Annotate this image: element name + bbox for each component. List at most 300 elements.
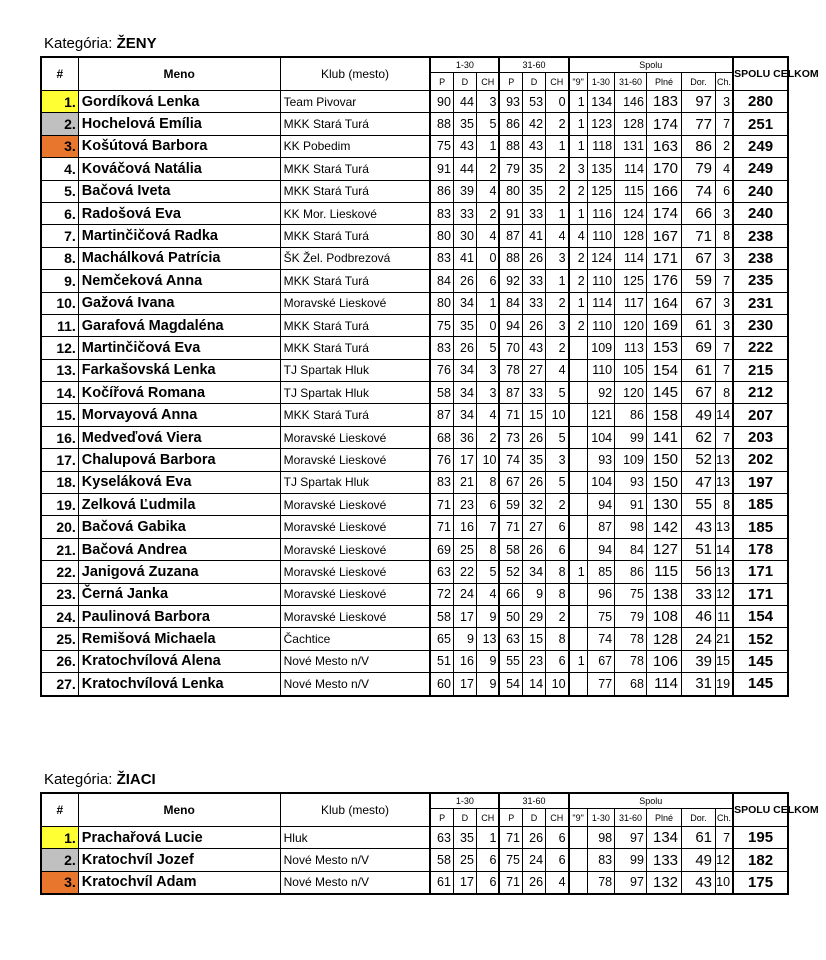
- plne-total: 174: [646, 202, 681, 224]
- table-row: [41, 225, 788, 247]
- player-name: Zelková Ľudmila: [78, 494, 280, 516]
- header-num: #: [41, 793, 78, 827]
- chyby-total: 21: [716, 628, 734, 650]
- chyby-total: 3: [716, 91, 734, 113]
- p-1-30: 87: [430, 404, 453, 426]
- p-1-30: 90: [430, 91, 453, 113]
- dor-total: 39: [682, 650, 716, 672]
- p-1-30: 75: [430, 135, 453, 157]
- player-name: Kratochvíl Adam: [78, 871, 280, 894]
- header-klub: Klub (mesto): [280, 57, 430, 91]
- nines: [569, 628, 588, 650]
- plne-total: 145: [646, 382, 681, 404]
- player-name: Medveďová Viera: [78, 426, 280, 448]
- spolu-1-30: 74: [587, 628, 614, 650]
- spolu-31-60: 131: [615, 135, 647, 157]
- header-group-31-60: 31-60: [499, 57, 568, 73]
- player-name: Bačová Iveta: [78, 180, 280, 202]
- chyby-total: 8: [716, 494, 734, 516]
- spolu-31-60: 117: [615, 292, 647, 314]
- player-name: Radošová Eva: [78, 202, 280, 224]
- grand-total: 251: [733, 113, 788, 135]
- d-31-60: 14: [523, 673, 546, 696]
- spolu-1-30: 110: [587, 225, 614, 247]
- d-1-30: 33: [453, 202, 476, 224]
- results-table-ziaci: [40, 792, 819, 895]
- player-name: Farkašovská Lenka: [78, 359, 280, 381]
- spolu-31-60: 125: [615, 270, 647, 292]
- grand-total: 240: [733, 180, 788, 202]
- spolu-31-60: 86: [615, 404, 647, 426]
- dor-total: 55: [682, 494, 716, 516]
- ch-31-60: 6: [546, 849, 569, 871]
- d-31-60: 33: [523, 202, 546, 224]
- table-row: [41, 270, 788, 292]
- spolu-31-60: 97: [615, 871, 647, 894]
- d-1-30: 34: [453, 404, 476, 426]
- table-row: [41, 827, 788, 849]
- spolu-1-30: 118: [587, 135, 614, 157]
- chyby-total: 11: [716, 605, 734, 627]
- grand-total: 240: [733, 202, 788, 224]
- nines: [569, 538, 588, 560]
- nines: 2: [569, 247, 588, 269]
- club-name: Moravské Lieskové: [280, 449, 430, 471]
- ch-1-30: 6: [476, 871, 499, 894]
- p-1-30: 83: [430, 202, 453, 224]
- club-name: TJ Spartak Hluk: [280, 382, 430, 404]
- table-row: [41, 382, 788, 404]
- plne-total: 176: [646, 270, 681, 292]
- grand-total: 203: [733, 426, 788, 448]
- spolu-31-60: 78: [615, 650, 647, 672]
- spolu-1-30: 78: [587, 871, 614, 894]
- ch-1-30: 9: [476, 605, 499, 627]
- plne-total: 150: [646, 449, 681, 471]
- p-1-30: 80: [430, 225, 453, 247]
- spolu-31-60: 97: [615, 827, 647, 849]
- dor-total: 31: [682, 673, 716, 696]
- rank-cell: 22.: [41, 561, 78, 583]
- table-row: [41, 605, 788, 627]
- ch-1-30: 5: [476, 561, 499, 583]
- ch-1-30: 7: [476, 516, 499, 538]
- ch-1-30: 6: [476, 494, 499, 516]
- player-name: Paulinová Barbora: [78, 605, 280, 627]
- d-1-30: 25: [453, 849, 476, 871]
- ch-31-60: 1: [546, 270, 569, 292]
- d-31-60: 53: [523, 91, 546, 113]
- player-name: Kratochvílová Alena: [78, 650, 280, 672]
- spolu-31-60: 114: [615, 247, 647, 269]
- p-1-30: 88: [430, 113, 453, 135]
- plne-total: 141: [646, 426, 681, 448]
- p-31-60: 87: [499, 382, 522, 404]
- table-row: [41, 583, 788, 605]
- nines: [569, 494, 588, 516]
- rank-cell: 27.: [41, 673, 78, 696]
- chyby-total: 13: [716, 449, 734, 471]
- club-name: Nové Mesto n/V: [280, 673, 430, 696]
- spolu-1-30: 134: [587, 91, 614, 113]
- d-1-30: 34: [453, 359, 476, 381]
- p-31-60: 92: [499, 270, 522, 292]
- player-name: Gordíková Lenka: [78, 91, 280, 113]
- rank-cell: 19.: [41, 494, 78, 516]
- d-1-30: 25: [453, 538, 476, 560]
- spolu-1-30: 67: [587, 650, 614, 672]
- plne-total: 115: [646, 561, 681, 583]
- rank-cell: 16.: [41, 426, 78, 448]
- ch-1-30: 8: [476, 471, 499, 493]
- grand-total: 175: [733, 871, 788, 894]
- rank-cell: 1.: [41, 827, 78, 849]
- spolu-31-60: 105: [615, 359, 647, 381]
- plne-total: 133: [646, 849, 681, 871]
- ch-31-60: 10: [546, 673, 569, 696]
- plne-total: 127: [646, 538, 681, 560]
- ch-31-60: 2: [546, 337, 569, 359]
- club-name: MKK Stará Turá: [280, 270, 430, 292]
- p-1-30: 71: [430, 494, 453, 516]
- p-31-60: 88: [499, 135, 522, 157]
- plne-total: 183: [646, 91, 681, 113]
- ch-31-60: 3: [546, 314, 569, 336]
- chyby-total: 15: [716, 650, 734, 672]
- p-31-60: 74: [499, 449, 522, 471]
- spolu-1-30: 116: [587, 202, 614, 224]
- ch-1-30: 1: [476, 827, 499, 849]
- dor-total: 62: [682, 426, 716, 448]
- p-1-30: 80: [430, 292, 453, 314]
- player-name: Morvayová Anna: [78, 404, 280, 426]
- ch-1-30: 5: [476, 337, 499, 359]
- grand-total: 145: [733, 650, 788, 672]
- club-name: Moravské Lieskové: [280, 561, 430, 583]
- spolu-1-30: 93: [587, 449, 614, 471]
- table-row: [41, 673, 788, 696]
- chyby-total: 12: [716, 583, 734, 605]
- dor-total: 61: [682, 314, 716, 336]
- rank-cell: 17.: [41, 449, 78, 471]
- ch-1-30: 3: [476, 359, 499, 381]
- spolu-31-60: 128: [615, 113, 647, 135]
- d-31-60: 43: [523, 337, 546, 359]
- header-sub-s1-7: 1-30: [587, 809, 614, 827]
- table-row: [41, 91, 788, 113]
- header-sub-d-4: D: [523, 73, 546, 91]
- ch-31-60: 4: [546, 871, 569, 894]
- spolu-31-60: 79: [615, 605, 647, 627]
- header-num: #: [41, 57, 78, 91]
- d-1-30: 21: [453, 471, 476, 493]
- p-31-60: 66: [499, 583, 522, 605]
- ch-31-60: 3: [546, 247, 569, 269]
- p-31-60: 88: [499, 247, 522, 269]
- plne-total: 169: [646, 314, 681, 336]
- dor-total: 43: [682, 516, 716, 538]
- p-1-30: 65: [430, 628, 453, 650]
- table-row: [41, 849, 788, 871]
- ch-1-30: 3: [476, 382, 499, 404]
- ch-31-60: 6: [546, 827, 569, 849]
- spolu-31-60: 93: [615, 471, 647, 493]
- player-name: Nemčeková Anna: [78, 270, 280, 292]
- p-1-30: 58: [430, 605, 453, 627]
- d-1-30: 43: [453, 135, 476, 157]
- p-31-60: 75: [499, 849, 522, 871]
- d-1-30: 41: [453, 247, 476, 269]
- ch-31-60: 1: [546, 202, 569, 224]
- p-1-30: 76: [430, 449, 453, 471]
- d-31-60: 35: [523, 180, 546, 202]
- rank-cell: 10.: [41, 292, 78, 314]
- rank-cell: 3.: [41, 871, 78, 894]
- player-name: Chalupová Barbora: [78, 449, 280, 471]
- header-spolu-celkom: SPOLU CELKOM: [733, 57, 788, 91]
- spolu-1-30: 94: [587, 494, 614, 516]
- rank-cell: 12.: [41, 337, 78, 359]
- d-31-60: 26: [523, 538, 546, 560]
- d-31-60: 26: [523, 871, 546, 894]
- spolu-31-60: 75: [615, 583, 647, 605]
- club-name: ŠK Žel. Podbrezová: [280, 247, 430, 269]
- dor-total: 67: [682, 382, 716, 404]
- d-31-60: 35: [523, 158, 546, 180]
- nines: 2: [569, 180, 588, 202]
- table-row: [41, 314, 788, 336]
- chyby-total: 7: [716, 337, 734, 359]
- header-sub-s1-7: 1-30: [587, 73, 614, 91]
- spolu-31-60: 99: [615, 849, 647, 871]
- club-name: Moravské Lieskové: [280, 494, 430, 516]
- plne-total: 138: [646, 583, 681, 605]
- nines: 1: [569, 202, 588, 224]
- p-1-30: 86: [430, 180, 453, 202]
- table-row: [41, 202, 788, 224]
- player-name: Kováčová Natália: [78, 158, 280, 180]
- d-31-60: 26: [523, 426, 546, 448]
- nines: 1: [569, 561, 588, 583]
- p-1-30: 69: [430, 538, 453, 560]
- chyby-total: 2: [716, 135, 734, 157]
- nines: 4: [569, 225, 588, 247]
- p-31-60: 70: [499, 337, 522, 359]
- chyby-total: 8: [716, 225, 734, 247]
- rank-cell: 3.: [41, 135, 78, 157]
- d-1-30: 24: [453, 583, 476, 605]
- plne-total: 128: [646, 628, 681, 650]
- d-31-60: 26: [523, 471, 546, 493]
- club-name: Moravské Lieskové: [280, 426, 430, 448]
- ch-1-30: 0: [476, 247, 499, 269]
- plne-total: 142: [646, 516, 681, 538]
- dor-total: 77: [682, 113, 716, 135]
- ch-31-60: 5: [546, 471, 569, 493]
- nines: [569, 849, 588, 871]
- spolu-1-30: 92: [587, 382, 614, 404]
- nines: [569, 605, 588, 627]
- p-31-60: 80: [499, 180, 522, 202]
- spolu-31-60: 120: [615, 314, 647, 336]
- table-row: [41, 247, 788, 269]
- spolu-1-30: 104: [587, 426, 614, 448]
- club-name: Nové Mesto n/V: [280, 650, 430, 672]
- spolu-1-30: 125: [587, 180, 614, 202]
- d-1-30: 17: [453, 449, 476, 471]
- p-1-30: 71: [430, 516, 453, 538]
- club-name: Moravské Lieskové: [280, 605, 430, 627]
- dor-total: 47: [682, 471, 716, 493]
- grand-total: 154: [733, 605, 788, 627]
- spolu-1-30: 109: [587, 337, 614, 359]
- chyby-total: 12: [716, 849, 734, 871]
- chyby-total: 3: [716, 202, 734, 224]
- header-group-31-60: 31-60: [499, 793, 568, 809]
- p-31-60: 52: [499, 561, 522, 583]
- chyby-total: 4: [716, 158, 734, 180]
- d-1-30: 39: [453, 180, 476, 202]
- plne-total: 153: [646, 337, 681, 359]
- spolu-1-30: 96: [587, 583, 614, 605]
- d-31-60: 26: [523, 247, 546, 269]
- dor-total: 33: [682, 583, 716, 605]
- d-31-60: 27: [523, 516, 546, 538]
- nines: 1: [569, 135, 588, 157]
- chyby-total: 3: [716, 247, 734, 269]
- spolu-1-30: 110: [587, 314, 614, 336]
- d-31-60: 23: [523, 650, 546, 672]
- table-row: [41, 516, 788, 538]
- plne-total: 171: [646, 247, 681, 269]
- ch-31-60: 2: [546, 494, 569, 516]
- d-1-30: 26: [453, 337, 476, 359]
- grand-total: 238: [733, 225, 788, 247]
- header-sub-nine-6: "9": [569, 809, 588, 827]
- d-31-60: 42: [523, 113, 546, 135]
- ch-31-60: 10: [546, 404, 569, 426]
- chyby-total: 10: [716, 871, 734, 894]
- p-1-30: 60: [430, 673, 453, 696]
- p-31-60: 86: [499, 113, 522, 135]
- p-31-60: 59: [499, 494, 522, 516]
- rank-cell: 24.: [41, 605, 78, 627]
- header-sub-ch-5: CH: [546, 809, 569, 827]
- dor-total: 46: [682, 605, 716, 627]
- ch-31-60: 6: [546, 538, 569, 560]
- ch-1-30: 6: [476, 849, 499, 871]
- header-sub-plne-9: Plné: [646, 73, 681, 91]
- club-name: TJ Spartak Hluk: [280, 471, 430, 493]
- ch-1-30: 2: [476, 426, 499, 448]
- table-row: [41, 113, 788, 135]
- grand-total: 231: [733, 292, 788, 314]
- p-31-60: 73: [499, 426, 522, 448]
- p-31-60: 93: [499, 91, 522, 113]
- d-31-60: 27: [523, 359, 546, 381]
- ch-1-30: 4: [476, 225, 499, 247]
- spolu-31-60: 99: [615, 426, 647, 448]
- d-1-30: 17: [453, 605, 476, 627]
- p-31-60: 91: [499, 202, 522, 224]
- p-1-30: 72: [430, 583, 453, 605]
- ch-1-30: 9: [476, 673, 499, 696]
- d-31-60: 41: [523, 225, 546, 247]
- table-row: [41, 426, 788, 448]
- club-name: Moravské Lieskové: [280, 516, 430, 538]
- dor-total: 66: [682, 202, 716, 224]
- dor-total: 86: [682, 135, 716, 157]
- club-name: Nové Mesto n/V: [280, 849, 430, 871]
- header-sub-d-1: D: [453, 809, 476, 827]
- p-1-30: 58: [430, 382, 453, 404]
- table-row: [41, 404, 788, 426]
- ch-1-30: 1: [476, 292, 499, 314]
- table-row: [41, 135, 788, 157]
- table-row: [41, 561, 788, 583]
- p-1-30: 63: [430, 561, 453, 583]
- ch-31-60: 3: [546, 449, 569, 471]
- ch-1-30: 10: [476, 449, 499, 471]
- ch-1-30: 5: [476, 113, 499, 135]
- table-row: [41, 337, 788, 359]
- grand-total: 145: [733, 673, 788, 696]
- spolu-31-60: 146: [615, 91, 647, 113]
- club-name: KK Mor. Lieskové: [280, 202, 430, 224]
- nines: 1: [569, 292, 588, 314]
- header-spolu-celkom: SPOLU CELKOM: [733, 793, 788, 827]
- d-1-30: 17: [453, 871, 476, 894]
- dor-total: 51: [682, 538, 716, 560]
- spolu-1-30: 104: [587, 471, 614, 493]
- player-name: Prachařová Lucie: [78, 827, 280, 849]
- d-1-30: 16: [453, 650, 476, 672]
- nines: 1: [569, 91, 588, 113]
- chyby-total: 19: [716, 673, 734, 696]
- grand-total: 178: [733, 538, 788, 560]
- d-1-30: 35: [453, 113, 476, 135]
- p-1-30: 76: [430, 359, 453, 381]
- nines: 2: [569, 270, 588, 292]
- rank-cell: 21.: [41, 538, 78, 560]
- p-1-30: 83: [430, 471, 453, 493]
- d-1-30: 17: [453, 673, 476, 696]
- p-1-30: 58: [430, 849, 453, 871]
- dor-total: 56: [682, 561, 716, 583]
- plne-total: 130: [646, 494, 681, 516]
- table-row: [41, 494, 788, 516]
- plne-total: 134: [646, 827, 681, 849]
- rank-cell: 13.: [41, 359, 78, 381]
- rank-cell: 5.: [41, 180, 78, 202]
- spolu-31-60: 86: [615, 561, 647, 583]
- p-31-60: 78: [499, 359, 522, 381]
- plne-total: 132: [646, 871, 681, 894]
- plne-total: 167: [646, 225, 681, 247]
- d-31-60: 32: [523, 494, 546, 516]
- nines: [569, 516, 588, 538]
- p-1-30: 91: [430, 158, 453, 180]
- nines: [569, 673, 588, 696]
- player-name: Košútová Barbora: [78, 135, 280, 157]
- d-1-30: 35: [453, 827, 476, 849]
- p-31-60: 54: [499, 673, 522, 696]
- club-name: MKK Stará Turá: [280, 113, 430, 135]
- table-row: [41, 650, 788, 672]
- d-31-60: 33: [523, 382, 546, 404]
- spolu-31-60: 91: [615, 494, 647, 516]
- header-group-1-30: 1-30: [430, 793, 499, 809]
